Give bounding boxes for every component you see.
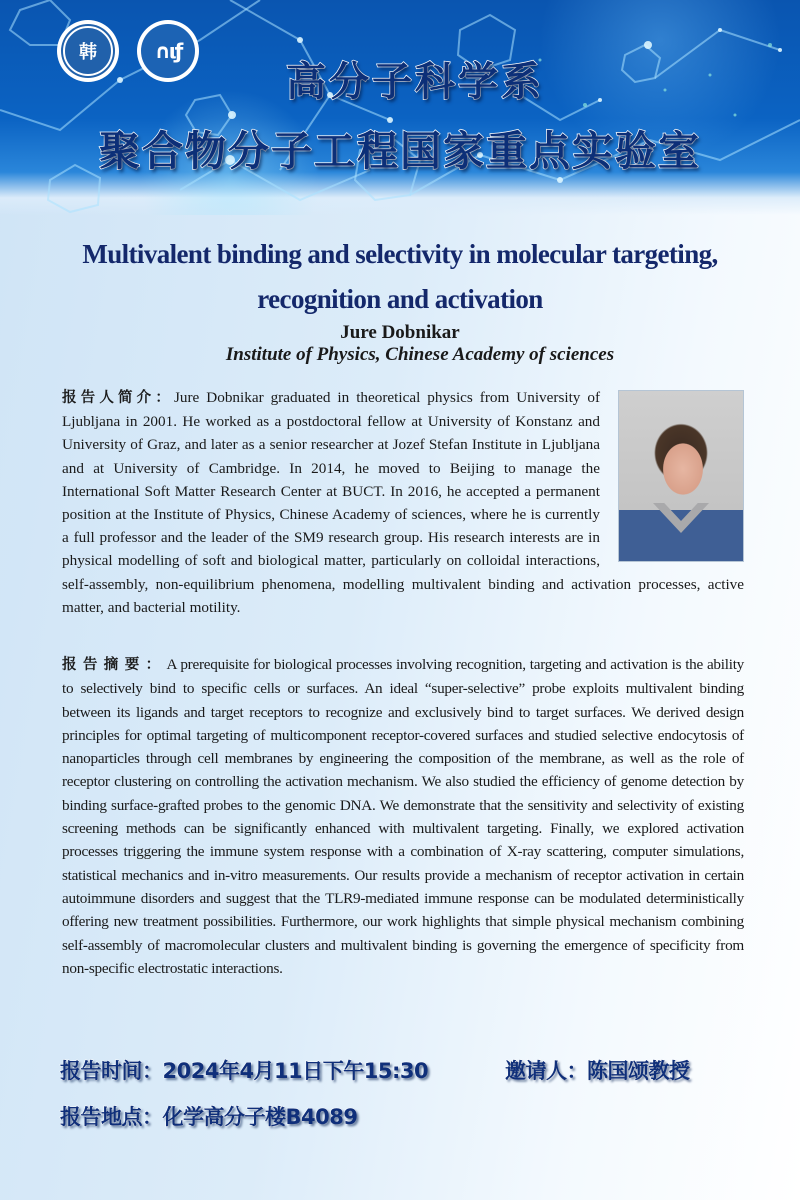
- speaker-affiliation: Institute of Physics, Chinese Academy of sciences: [225, 344, 615, 365]
- talk-title-line-1: Multivalent binding and selectivity in molecular targeting,: [82, 239, 718, 269]
- talk-title: [0, 232, 800, 322]
- molecular-network-decoration: [0, 0, 800, 215]
- bio-text: Jure Dobnikar graduated in theoretical physics from University of Ljubljana in 2001. He worked as a postdoctoral fellow at University of Konstanz and University of Graz, and later as a senior researcher at Jozef Stefan Institute in Ljubljana and at University of Cambridge. In 2014, he moved to Beijing to manage the International Soft Matter Research Center at BUCT. In 2016, he accepted a permanent position at the Institute of Physics, Chinese Academy of sciences, where he is currently a full professor and the leader of the SM9 research group. His research interests are in physical modelling of soft and biological matter, particularly on colloidal interactions, self-assembly, non-equilibrium phenomena, modelling multivalent binding and activation processes, active matter, and bacterial motility.: [62, 389, 744, 616]
- header-banner: [0, 0, 800, 215]
- department-title: 高分子科学系: [286, 59, 544, 105]
- bio-label: 报告人简介：: [62, 390, 174, 406]
- talk-time: 报告时间：2024年4月11日下午15:30: [60, 1059, 429, 1083]
- speaker-photo: [618, 390, 744, 562]
- lab-title: 聚合物分子工程国家重点实验室: [99, 127, 701, 175]
- abstract-label: 报告摘要：: [62, 657, 167, 673]
- talk-title-line-2: recognition and activation: [257, 284, 543, 314]
- speaker-name: Jure Dobnikar: [340, 322, 460, 343]
- speaker-bio: [62, 386, 744, 619]
- logo-glyph: 韩: [63, 26, 113, 76]
- talk-abstract: [62, 653, 744, 980]
- talk-host: 邀请人：陈国颂教授: [505, 1059, 690, 1083]
- abstract-text: A prerequisite for biological processes involving recognition, targeting and activation is the ability to selectively bind to specific cells or surfaces. An ideal “super-selective” probe exploits multivalent binding between its ligands and target receptors to recognize and exclusively bind to target surfaces. We derived design principles for optimal targeting of multicomponent receptor-covered surfaces and studied selective endocytosis of nanoparticles through cell membranes by engineering the composition of the membrane, as well as the role of receptor clustering on controlling the activation mechanism. We also studied the efficiency of genome detection by binding surface-grafted probes to the genomic DNA. We demonstrate that the sensitivity and selectivity of existing screening methods can be significantly enhanced with multivalent targeting. Finally, we explored activation processes triggering the immune system response with a combination of X-ray scattering, computer simulations, statistical mechanics and in-vitro measurements. Our results provide a mechanism of receptor activation in certain autoimmune disorders and suggest that the TLR9-mediated immune response can be modulated deterministically offering new treatment possibilities. Furthermore, our work highlights that simple physical mechanism combining self-assembly of macromolecular clusters and multivalent binding is governing the emergence of specificity from non-specific electrostatic interactions.: [62, 656, 745, 977]
- photo-collar: [653, 503, 709, 533]
- talk-location: 报告地点：化学高分子楼B4089: [60, 1105, 358, 1129]
- logo-glyph: ∩ιƒ: [141, 24, 195, 78]
